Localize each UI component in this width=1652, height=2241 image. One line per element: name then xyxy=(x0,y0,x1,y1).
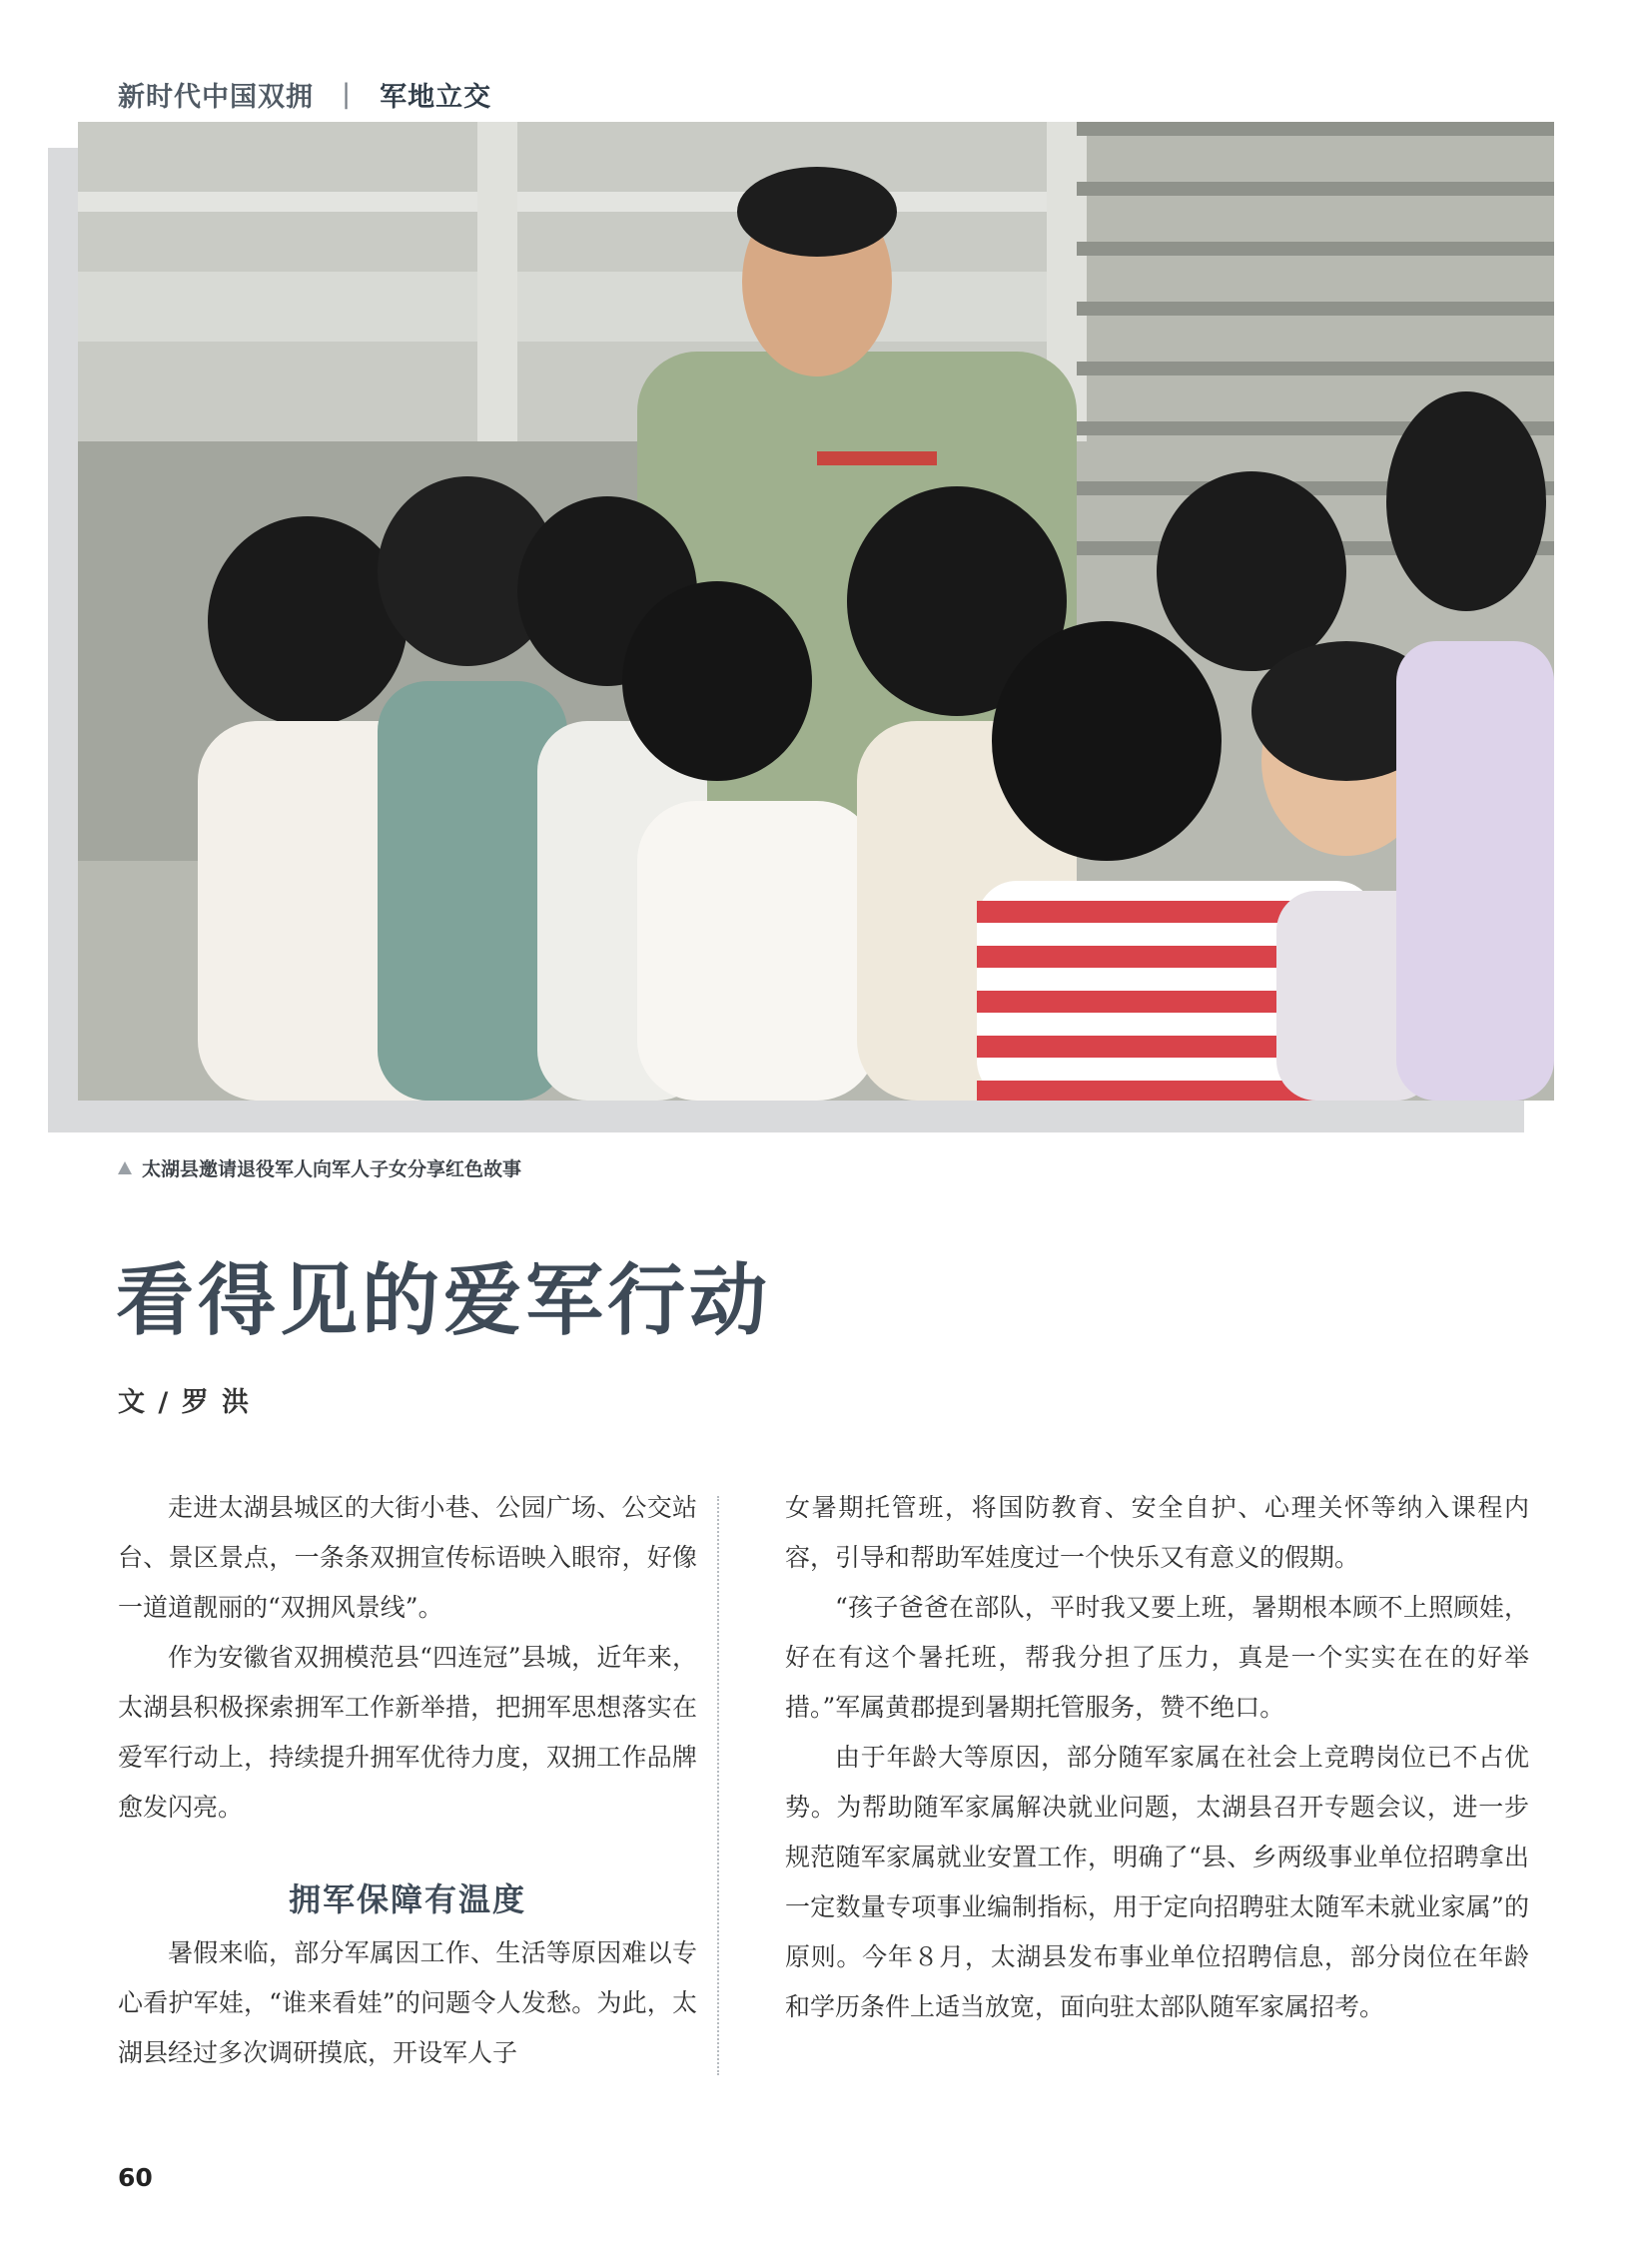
left-column xyxy=(118,1483,697,2078)
paragraph: 暑假来临，部分军属因工作、生活等原因难以专心看护军娃，“谁来看娃”的问题令人发愁。为此，太湖县经过多次调研摸底，开设军人子 xyxy=(118,1938,697,2067)
paragraph: 走进太湖县城区的大街小巷、公园广场、公交站台、景区景点，一条条双拥宣传标语映入眼帘，好像一道道靓丽的“双拥风景线”。 xyxy=(118,1493,697,1622)
photo-caption xyxy=(118,1154,521,1181)
caption-marker-icon xyxy=(118,1161,132,1174)
section-subhead: 拥军保障有温度 xyxy=(288,1880,526,1918)
running-header xyxy=(118,74,491,114)
paragraph: 作为安徽省双拥模范县“四连冠”县城，近年来，太湖县积极探索拥军工作新举措，把拥军思想落实在爱军行动上，持续提升拥军优待力度，双拥工作品牌愈发闪亮。 xyxy=(118,1643,697,1822)
caption-text: 太湖县邀请退役军人向军人子女分享红色故事 xyxy=(142,1158,522,1180)
paragraph-continuation: 女暑期托管班，将国防教育、安全自护、心理关怀等纳入课程内容，引导和帮助军娃度过一个快乐又有意义的假期。 xyxy=(785,1493,1529,1572)
article-byline: 文 / 罗 洪 xyxy=(118,1387,252,1418)
header-separator: | xyxy=(342,78,353,110)
column-divider xyxy=(717,1496,719,2075)
paragraph: “孩子爸爸在部队，平时我又要上班，暑期根本顾不上照顾娃，好在有这个暑托班，帮我分担了压力，真是一个实实在在的好举措。”军属黄郡提到暑期托管服务，赞不绝口。 xyxy=(785,1593,1529,1722)
article-title: 看得见的爱军行动 xyxy=(116,1255,772,1346)
column-name: 军地立交 xyxy=(380,81,492,113)
paragraph: 由于年龄大等原因，部分随军家属在社会上竞聘岗位已不占优势。为帮助随军家属解决就业问题，太湖县召开专题会议，进一步规范随军家属就业安置工作，明确了“县、乡两级事业单位招聘拿出一定数量专项事业编制指标，用于定向招聘驻太随军未就业家属”的原则。今年８月，太湖县发布事业单位招聘信息，部分岗位在年龄和学历条件上适当放宽，面向驻太部队随军家属招考。 xyxy=(785,1743,1529,2021)
section-name: 新时代中国双拥 xyxy=(118,81,314,113)
right-column xyxy=(785,1483,1529,2032)
page-number: 60 xyxy=(118,2163,153,2192)
article-photo xyxy=(78,122,1554,1101)
